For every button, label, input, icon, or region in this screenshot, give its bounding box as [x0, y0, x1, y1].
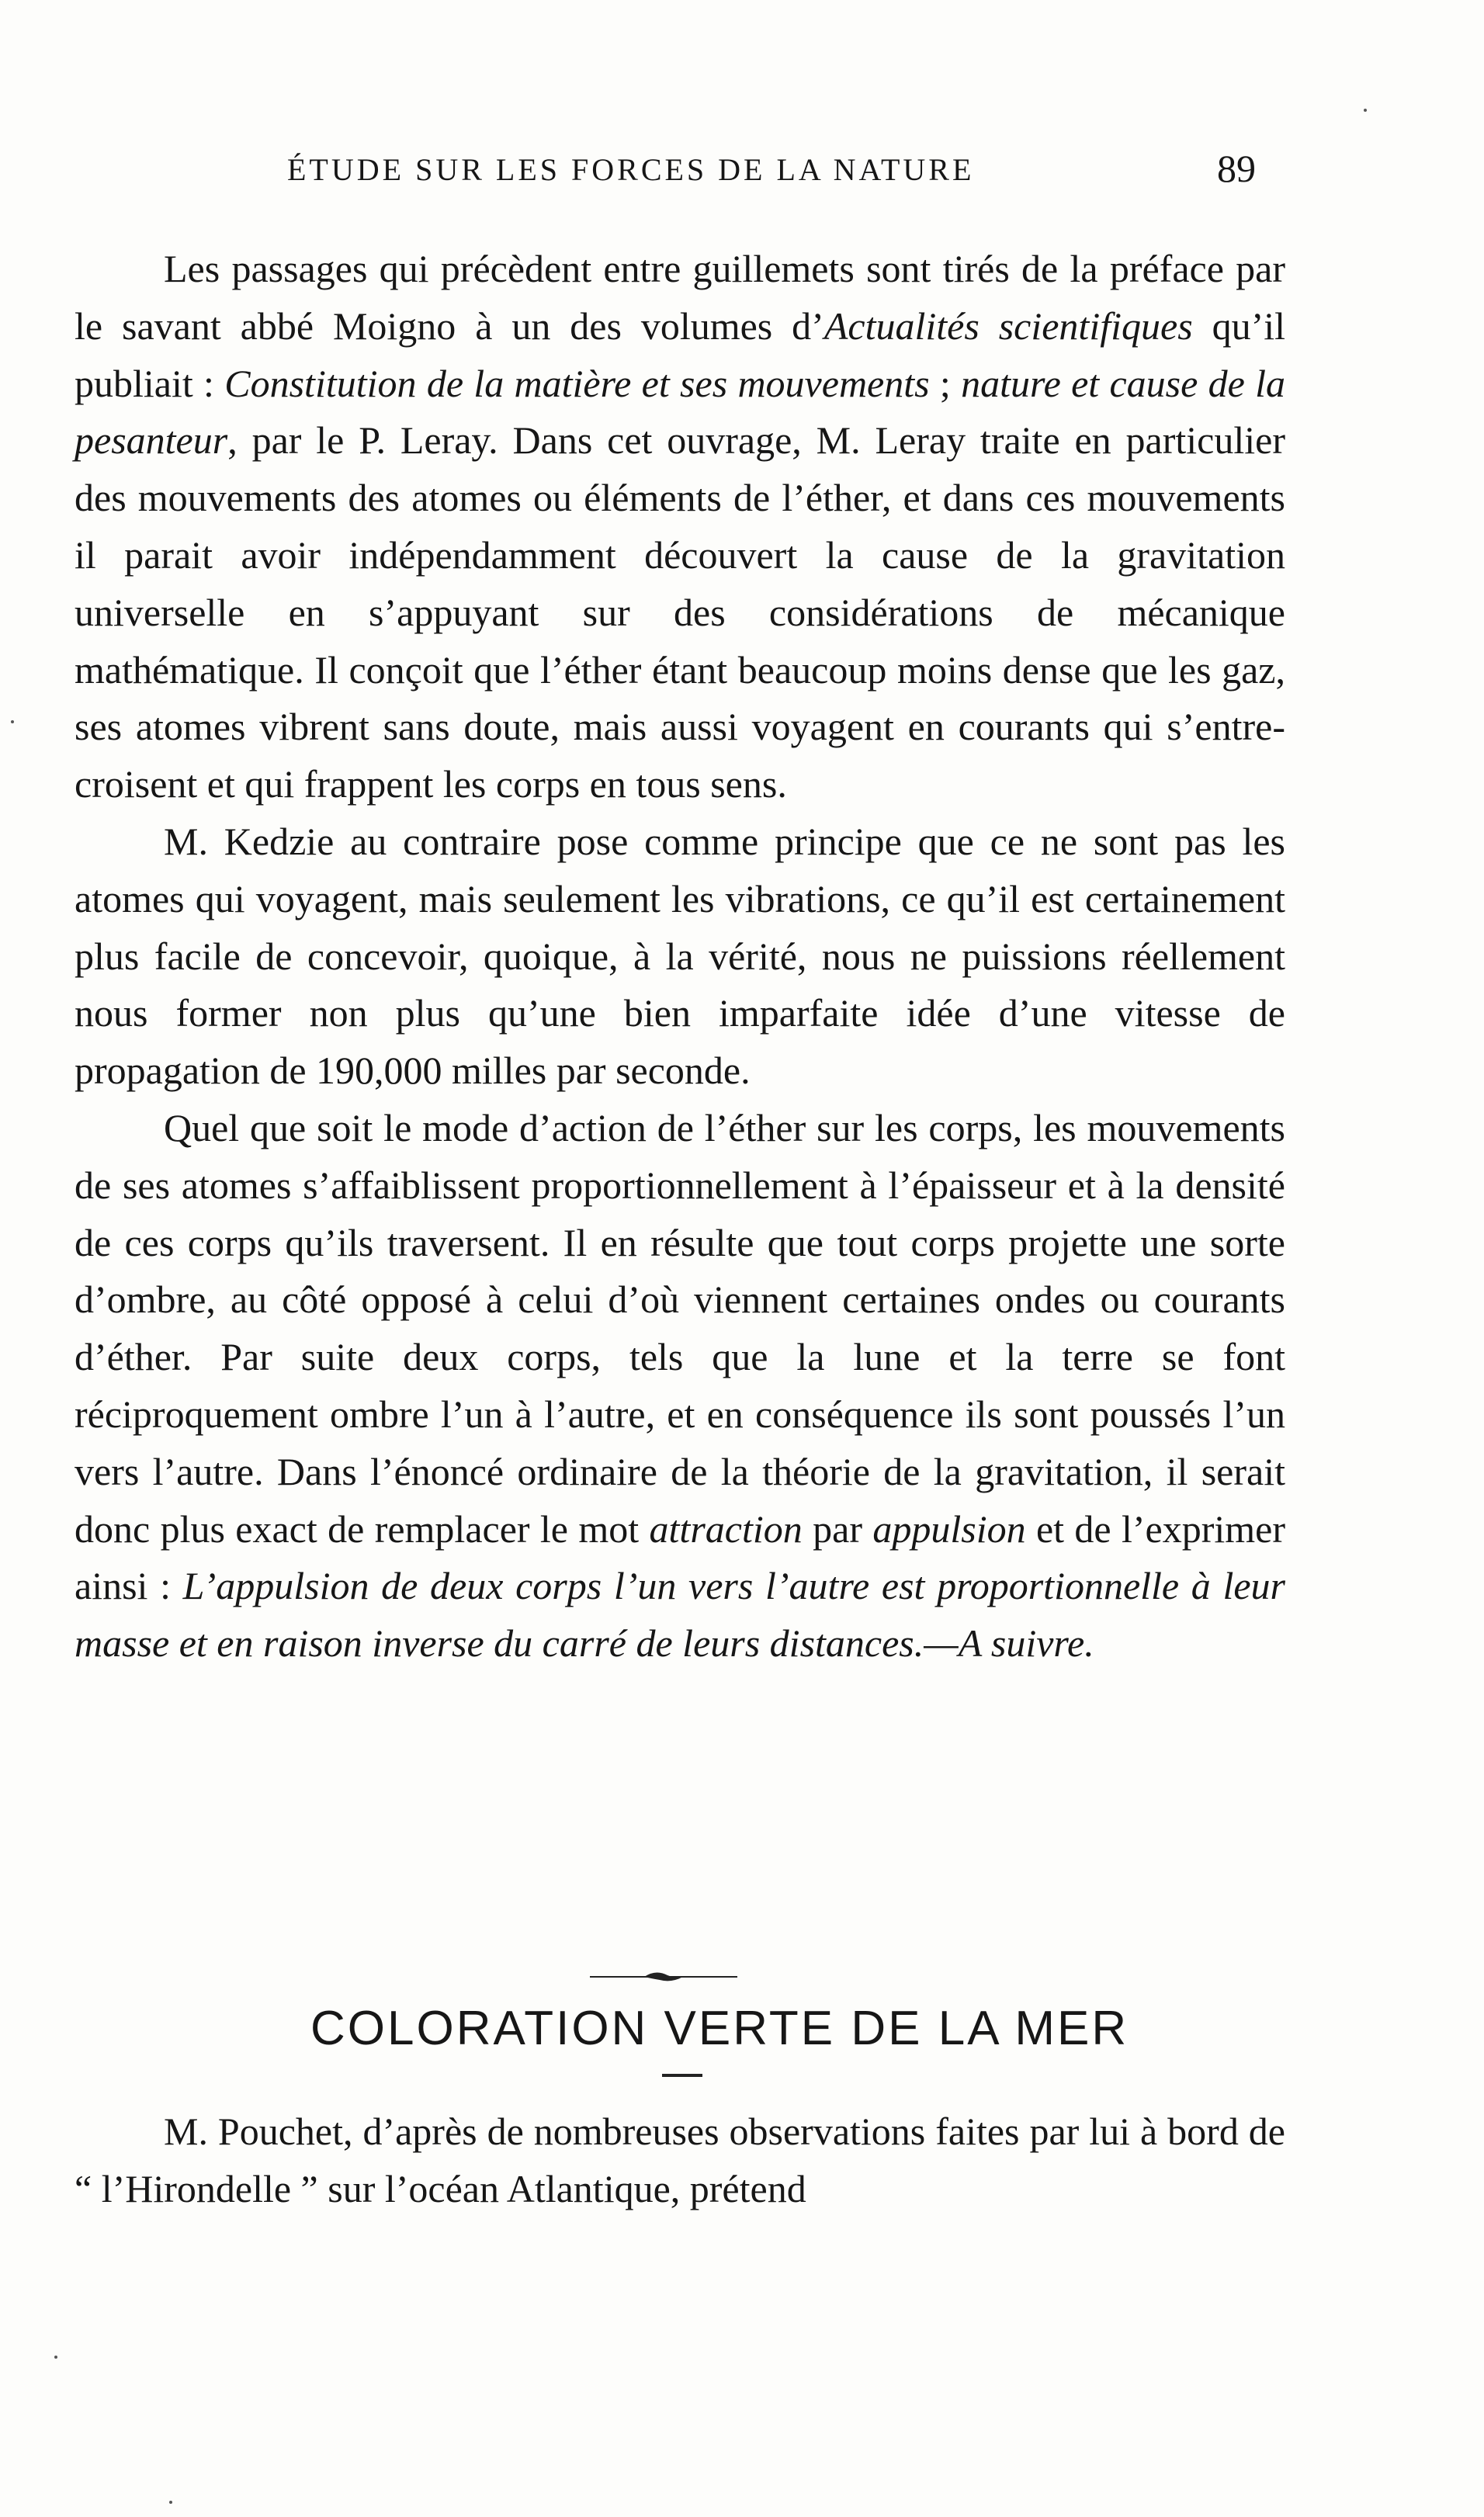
title-rule — [662, 2074, 702, 2077]
italic-term: attraction — [649, 1506, 803, 1551]
section-title: COLORATION VERTE DE LA MER — [310, 2002, 1129, 2055]
italic-title: Constitution de la matière et ses mouvements — [224, 361, 930, 405]
text-segment: par — [802, 1506, 873, 1551]
text-segment: Les passages qui précèdent entre guillemets sont tirés de la préface par le savant abbé Moigno à un des volumes d’ — [75, 247, 1285, 348]
italic-statement: L’appulsion de deux corps l’un vers l’autre est proportionnelle à leur masse et en raison inverse du carré de leurs distances.—A suivre. — [75, 1564, 1285, 1666]
text-segment: et de l’exprimer ainsi : — [75, 1506, 1285, 1608]
section-divider-ornament — [590, 1967, 737, 1986]
paragraph — [75, 2103, 1285, 2218]
running-header: ÉTUDE SUR LES FORCES DE LA NATURE — [287, 152, 975, 187]
italic-term: appulsion — [872, 1506, 1026, 1551]
paper-speck — [169, 2501, 172, 2504]
page-number: 89 — [1217, 147, 1256, 190]
text-segment: M. Pouchet, d’après de nombreuses observations faites par lui à bord de “ l’Hirondelle ” sur l’océan Atlantique, prétend — [75, 2110, 1285, 2210]
text-segment: , par le P. Leray. Dans cet ouvrage, M. Leray traite en particulier des mouvements des atomes ou éléments de l’éther, et dans ces mouvements il parait avoir indépendamment découvert la cause de la gravitation universelle en s’appuyant sur des considérations de mécanique mathématique. Il conçoit que l’éther étant beaucoup moins dense que les gaz, ses atomes vibrent sans doute, mais aussi voyagent en courants qui s’entre-croisent et qui frappent les corps en tous sens. — [75, 418, 1285, 806]
paper-speck — [54, 2356, 57, 2359]
text-segment: qu’il publiait : — [75, 303, 1286, 405]
text-segment: M. Kedzie au contraire pose comme principe que ce ne sont pas les atomes qui voyagent, mais seulement les vibrations, ce qu’il est certainement plus facile de concevoir, quoique, à la vérité, nous ne puissions réellement nous former non plus qu’une bien imparfaite idée d’une vitesse de propagation de 190,000 milles par seconde. — [75, 819, 1285, 1093]
paper-speck — [11, 720, 14, 723]
paragraph — [75, 241, 1285, 813]
article-body — [75, 241, 1285, 1673]
italic-title: Actualités scientifiques — [823, 303, 1193, 348]
section-body — [75, 2103, 1285, 2218]
italic-title: nature et cause de la pesanteur — [75, 361, 1285, 463]
paragraph — [75, 1100, 1285, 1673]
paragraph — [75, 813, 1285, 1100]
paper-speck — [1364, 109, 1367, 112]
text-segment: ; — [929, 361, 962, 405]
text-segment: Quel que soit le mode d’action de l’éther sur les corps, les mouvements de ses atomes s’affaiblissent proportionnellement à l’épaisseur et à la densité de ces corps qu’ils traversent. Il en résulte que tout corps projette une sorte d’ombre, au côté opposé à celui d’où viennent certaines ondes ou courants d’éther. Par suite deux corps, tels que la lune et la terre se font réciproquement ombre l’un à l’autre, et en conséquence ils sont poussés l’un vers l’autre. Dans l’énoncé ordinaire de la théorie de la gravitation, il serait donc plus exact de remplacer le mot — [75, 1105, 1285, 1551]
